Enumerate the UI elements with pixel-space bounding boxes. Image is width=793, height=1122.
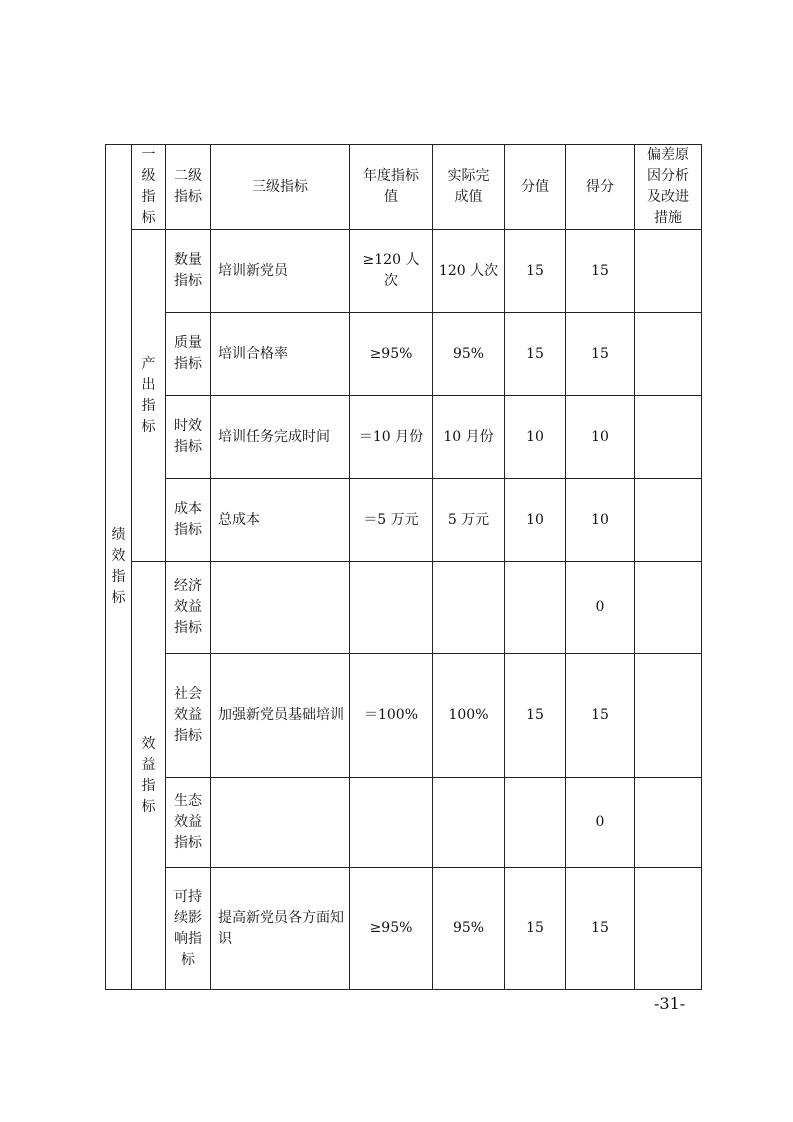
row-actual: 95% xyxy=(433,313,505,396)
header-level2: 二级指标 xyxy=(166,145,211,230)
row-actual xyxy=(433,778,505,868)
performance-indicator-table xyxy=(105,144,702,990)
row-target: ≥120 人次 xyxy=(350,230,433,313)
row-obtained: 15 xyxy=(566,313,635,396)
page-number: -31- xyxy=(654,994,686,1013)
row-level2: 质量指标 xyxy=(166,313,211,396)
header-level3: 三级指标 xyxy=(211,145,350,230)
row-target: ＝100% xyxy=(350,654,433,778)
row-target: ≥95% xyxy=(350,868,433,990)
row-level3: 培训新党员 xyxy=(211,230,350,313)
row-actual: 5 万元 xyxy=(433,479,505,562)
header-actual: 实际完成值 xyxy=(433,145,505,230)
row-deviation xyxy=(635,778,702,868)
row-obtained: 10 xyxy=(566,396,635,479)
header-obtained: 得分 xyxy=(566,145,635,230)
row-target: ≥95% xyxy=(350,313,433,396)
section-cell xyxy=(106,145,132,990)
table-row xyxy=(106,778,702,868)
row-score: 10 xyxy=(505,479,566,562)
row-target xyxy=(350,562,433,654)
row-level3: 培训任务完成时间 xyxy=(211,396,350,479)
row-level3: 加强新党员基础培训 xyxy=(211,654,350,778)
row-actual: 100% xyxy=(433,654,505,778)
header-row xyxy=(106,145,702,230)
row-level3: 培训合格率 xyxy=(211,313,350,396)
group-benefit: 效益指标 xyxy=(132,562,166,990)
row-level2: 成本指标 xyxy=(166,479,211,562)
row-score: 10 xyxy=(505,396,566,479)
row-level2: 社会效益指标 xyxy=(166,654,211,778)
row-target: ＝5 万元 xyxy=(350,479,433,562)
table-row xyxy=(106,654,702,778)
table-row xyxy=(106,562,702,654)
section-label: 绩效指标 xyxy=(111,527,126,606)
row-actual: 95% xyxy=(433,868,505,990)
table-row xyxy=(106,479,702,562)
row-level3: 提高新党员各方面知识 xyxy=(211,868,350,990)
row-score xyxy=(505,778,566,868)
table-row xyxy=(106,230,702,313)
row-deviation xyxy=(635,230,702,313)
row-deviation xyxy=(635,479,702,562)
row-level3 xyxy=(211,562,350,654)
header-annual-target: 年度指标值 xyxy=(350,145,433,230)
header-deviation: 偏差原因分析及改进措施 xyxy=(635,145,702,230)
row-score: 15 xyxy=(505,230,566,313)
group-output: 产出指标 xyxy=(132,230,166,562)
row-deviation xyxy=(635,562,702,654)
row-actual xyxy=(433,562,505,654)
row-deviation xyxy=(635,396,702,479)
row-score: 15 xyxy=(505,313,566,396)
table-row xyxy=(106,868,702,990)
table-row xyxy=(106,313,702,396)
row-level3: 总成本 xyxy=(211,479,350,562)
row-level3 xyxy=(211,778,350,868)
row-target xyxy=(350,778,433,868)
row-level2: 生态效益指标 xyxy=(166,778,211,868)
row-level2: 经济效益指标 xyxy=(166,562,211,654)
row-obtained: 0 xyxy=(566,778,635,868)
row-level2: 可持续影响指标 xyxy=(166,868,211,990)
row-deviation xyxy=(635,868,702,990)
row-score: 15 xyxy=(505,654,566,778)
row-target: ＝10 月份 xyxy=(350,396,433,479)
row-obtained: 15 xyxy=(566,230,635,313)
row-obtained: 0 xyxy=(566,562,635,654)
header-level1: 一级指标 xyxy=(132,145,166,230)
row-actual: 120 人次 xyxy=(433,230,505,313)
row-level2: 时效指标 xyxy=(166,396,211,479)
row-score xyxy=(505,562,566,654)
header-score: 分值 xyxy=(505,145,566,230)
table-row xyxy=(106,396,702,479)
row-deviation xyxy=(635,313,702,396)
row-obtained: 10 xyxy=(566,479,635,562)
row-actual: 10 月份 xyxy=(433,396,505,479)
row-score: 15 xyxy=(505,868,566,990)
row-deviation xyxy=(635,654,702,778)
row-level2: 数量指标 xyxy=(166,230,211,313)
row-obtained: 15 xyxy=(566,868,635,990)
row-obtained: 15 xyxy=(566,654,635,778)
